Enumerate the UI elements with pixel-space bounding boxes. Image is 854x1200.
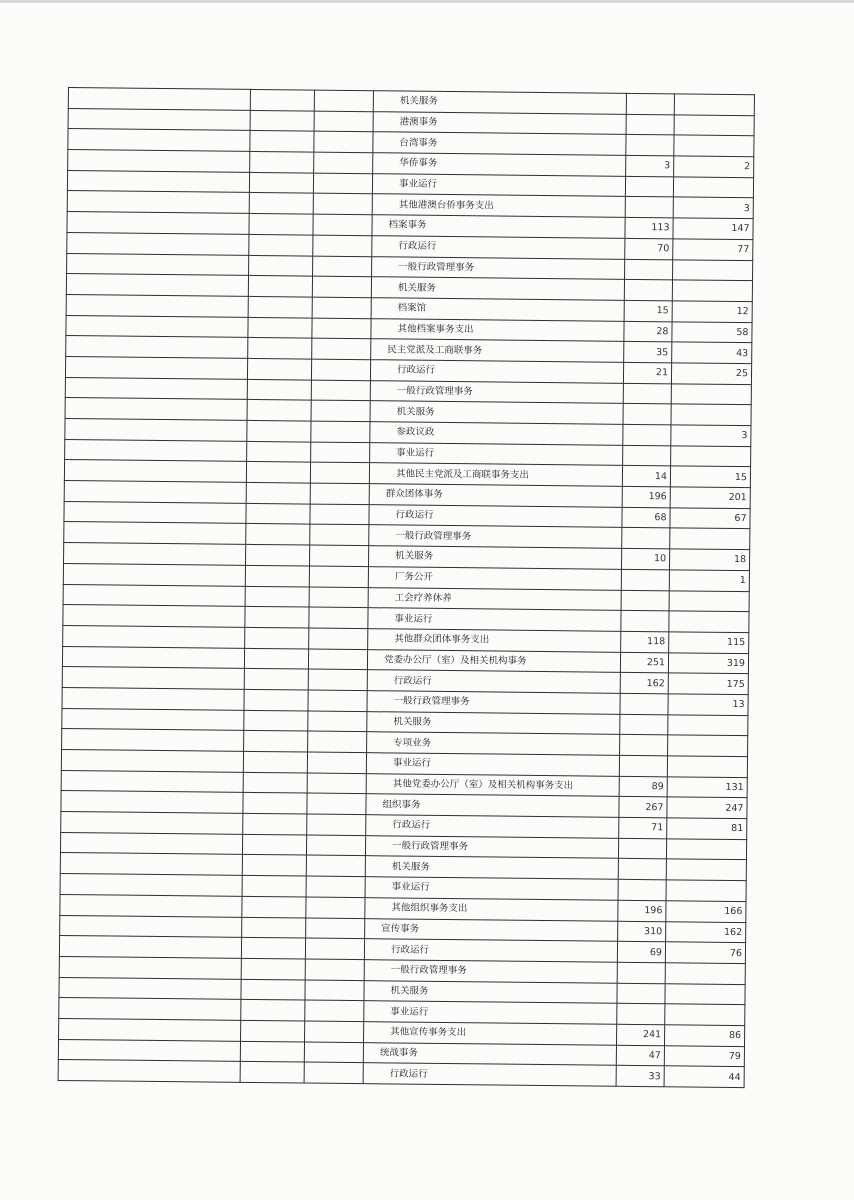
item-name-cell: 一般行政管理事务 [367,691,620,714]
value-cell-a [624,280,672,301]
empty-cell [306,897,365,918]
item-name-cell: 其他档案事务支出 [371,318,624,341]
value-cell-b: 67 [670,508,750,530]
empty-cell [306,855,365,876]
empty-cell [244,710,308,731]
empty-cell [66,315,248,338]
value-cell-a [620,714,668,735]
empty-cell [312,338,371,359]
empty-cell [62,687,244,710]
item-name-cell: 专项业务 [367,732,620,755]
empty-cell [64,543,246,566]
item-name-cell: 机关服务 [364,980,617,1003]
empty-cell [313,194,372,215]
empty-cell [249,193,313,214]
empty-cell [309,545,368,566]
item-name-cell: 党委办公厅（室）及相关机构事务 [367,649,620,672]
value-cell-a [617,1004,665,1025]
empty-cell [59,1018,241,1041]
item-name-cell: 其他党委办公厅（室）及相关机构事务支出 [366,773,619,796]
empty-cell [311,442,370,463]
empty-cell [65,398,247,421]
value-cell-a: 47 [616,1045,664,1066]
empty-cell [241,979,305,1000]
item-name-cell: 参政议政 [370,422,623,445]
value-cell-a: 21 [623,362,671,383]
value-cell-a [623,404,671,425]
empty-cell [64,501,246,524]
empty-cell [63,625,245,648]
item-name-cell: 民主党派及工商联事务 [371,339,624,362]
value-cell-a: 196 [622,486,670,507]
value-cell-b [669,611,749,633]
empty-cell [310,462,369,483]
value-cell-b: 18 [669,549,749,571]
item-name-cell: 一般行政管理事务 [365,835,618,858]
item-name-cell: 档案馆 [371,298,624,321]
empty-cell [59,956,241,979]
item-name-cell: 行政运行 [369,504,622,527]
empty-cell [246,524,310,545]
empty-cell [65,377,247,400]
item-name-cell: 机关服务 [367,711,620,734]
item-name-cell: 组织事务 [366,794,619,817]
item-name-cell: 厂务公开 [368,566,621,589]
value-cell-a [625,197,673,218]
value-cell-b: 25 [671,363,751,385]
item-name-cell: 机关服务 [368,546,621,569]
empty-cell [66,336,248,359]
item-name-cell: 行政运行 [367,670,620,693]
empty-cell [67,212,249,235]
item-name-cell: 其他宣传事务支出 [364,1022,617,1045]
item-name-cell: 宣传事务 [365,918,618,941]
empty-cell [309,566,368,587]
empty-cell [246,462,310,483]
value-cell-a: 241 [616,1024,664,1045]
value-cell-a: 267 [619,797,667,818]
empty-cell [62,667,244,690]
empty-cell [61,812,243,835]
value-cell-b: 162 [666,921,746,943]
value-cell-b: 86 [664,1025,744,1047]
item-name-cell: 工会疗养休养 [368,587,621,610]
empty-cell [305,1021,364,1042]
empty-cell [250,89,314,110]
empty-cell [307,752,366,773]
empty-cell [247,420,311,441]
empty-cell [310,524,369,545]
empty-cell [68,88,250,111]
value-cell-b: 76 [665,942,745,964]
empty-cell [60,853,242,876]
empty-cell [245,607,309,628]
empty-cell [68,129,250,152]
value-cell-b: 2 [674,156,754,178]
value-cell-a: 70 [625,238,673,259]
empty-cell [308,669,367,690]
value-cell-b: 115 [669,632,749,654]
value-cell-b: 15 [670,466,750,488]
empty-cell [242,855,306,876]
empty-cell [249,255,313,276]
item-name-cell: 行政运行 [370,360,623,383]
empty-cell [313,214,372,235]
item-name-cell: 一般行政管理事务 [372,256,625,279]
value-cell-a [619,755,667,776]
item-name-cell: 港澳事务 [373,111,626,134]
empty-cell [311,359,370,380]
value-cell-b: 3 [671,425,751,447]
empty-cell [242,896,306,917]
empty-cell [311,400,370,421]
value-cell-b: 147 [673,218,753,240]
value-cell-a [623,383,671,404]
value-cell-a [623,445,671,466]
item-name-cell: 一般行政管理事务 [370,380,623,403]
item-name-cell: 机关服务 [365,856,618,879]
empty-cell [314,131,373,152]
empty-cell [311,380,370,401]
empty-cell [246,545,310,566]
empty-cell [241,958,305,979]
empty-cell [244,669,308,690]
value-cell-b [671,446,751,468]
empty-cell [67,232,249,255]
item-name-cell: 其他组织事务支出 [365,897,618,920]
value-cell-a: 89 [619,776,667,797]
empty-cell [250,131,314,152]
empty-cell [306,835,365,856]
empty-cell [310,504,369,525]
empty-cell [250,110,314,131]
empty-cell [240,1041,304,1062]
empty-cell [247,379,311,400]
item-name-cell: 机关服务 [371,277,624,300]
value-cell-a [625,259,673,280]
value-cell-a: 68 [622,507,670,528]
empty-cell [305,959,364,980]
item-name-cell: 事业运行 [372,173,625,196]
value-cell-b [674,94,754,116]
item-name-cell: 群众团体事务 [369,484,622,507]
empty-cell [62,646,244,669]
empty-cell [61,749,243,772]
empty-cell [307,773,366,794]
empty-cell [247,358,311,379]
value-cell-a: 71 [619,817,667,838]
item-name-cell: 事业运行 [368,608,621,631]
empty-cell [246,503,310,524]
value-cell-b: 166 [666,901,746,923]
value-cell-b: 58 [672,321,752,343]
empty-cell [68,150,250,173]
value-cell-b [671,404,751,426]
empty-cell [243,813,307,834]
empty-cell [63,584,245,607]
empty-cell [240,1062,304,1083]
value-cell-a: 118 [621,631,669,652]
empty-cell [61,770,243,793]
item-name-cell: 一般行政管理事务 [369,525,622,548]
empty-cell [60,894,242,917]
empty-cell [248,276,312,297]
value-cell-b: 247 [667,797,747,819]
value-cell-a [621,611,669,632]
value-cell-a [617,983,665,1004]
empty-cell [313,235,372,256]
empty-cell [66,294,248,317]
value-cell-a [620,735,668,756]
empty-cell [308,711,367,732]
value-cell-b [673,259,753,281]
empty-cell [241,938,305,959]
item-name-cell: 档案事务 [372,215,625,238]
value-cell-a: 251 [620,652,668,673]
empty-cell [314,111,373,132]
value-cell-a [618,879,666,900]
value-cell-b: 77 [673,239,753,261]
value-cell-b: 1 [669,570,749,592]
value-cell-a: 28 [624,321,672,342]
value-cell-a: 3 [626,155,674,176]
empty-cell [244,689,308,710]
empty-cell [314,152,373,173]
empty-cell [310,483,369,504]
empty-cell [313,256,372,277]
value-cell-a: 10 [621,548,669,569]
empty-cell [62,708,244,731]
item-name-cell: 事业运行 [370,442,623,465]
value-cell-a: 15 [624,300,672,321]
empty-cell [67,253,249,276]
item-name-cell: 事业运行 [364,1001,617,1024]
empty-cell [248,296,312,317]
value-cell-a: 35 [624,342,672,363]
empty-cell [304,1042,363,1063]
empty-cell [245,586,309,607]
empty-cell [64,522,246,545]
empty-cell [59,977,241,1000]
value-cell-a [622,528,670,549]
empty-cell [241,1000,305,1021]
empty-cell [242,917,306,938]
empty-cell [243,793,307,814]
value-cell-b [669,590,749,612]
empty-cell [306,876,365,897]
value-cell-b: 175 [668,673,748,695]
scan-edge [0,0,854,3]
value-cell-b [665,983,745,1005]
empty-cell [65,356,247,379]
empty-cell [311,421,370,442]
empty-cell [65,418,247,441]
item-name-cell: 行政运行 [366,815,619,838]
empty-cell [63,605,245,628]
empty-cell [314,90,373,111]
value-cell-a: 162 [620,673,668,694]
empty-cell [59,998,241,1021]
value-cell-a [617,962,665,983]
empty-cell [60,915,242,938]
value-cell-b [674,115,754,137]
item-name-cell: 事业运行 [366,753,619,776]
value-cell-b: 43 [672,342,752,364]
empty-cell [66,274,248,297]
value-cell-b [665,1004,745,1026]
value-cell-a [626,93,674,114]
item-name-cell: 行政运行 [372,236,625,259]
empty-cell [249,234,313,255]
value-cell-a [618,859,666,880]
empty-cell [246,482,310,503]
item-name-cell: 一般行政管理事务 [364,960,617,983]
empty-cell [62,729,244,752]
value-cell-b: 13 [668,694,748,716]
value-cell-a: 33 [616,1066,664,1087]
empty-cell [241,1020,305,1041]
empty-cell [312,276,371,297]
value-cell-b: 319 [668,652,748,674]
value-cell-b [672,280,752,302]
value-cell-a: 196 [618,900,666,921]
item-name-cell: 机关服务 [370,401,623,424]
empty-cell [67,170,249,193]
item-name-cell: 事业运行 [365,877,618,900]
empty-cell [312,297,371,318]
empty-cell [306,918,365,939]
value-cell-b: 79 [664,1045,744,1067]
empty-cell [60,832,242,855]
value-cell-b [671,383,751,405]
value-cell-b [666,839,746,861]
empty-cell [308,649,367,670]
empty-cell [242,875,306,896]
empty-cell [244,731,308,752]
empty-cell [249,172,313,193]
empty-cell [60,874,242,897]
empty-cell [305,938,364,959]
empty-cell [313,173,372,194]
value-cell-b [666,859,746,881]
empty-cell [307,793,366,814]
empty-cell [304,1062,363,1083]
value-cell-b [665,963,745,985]
item-name-cell: 其他港澳台侨事务支出 [372,194,625,217]
value-cell-a [621,590,669,611]
empty-cell [242,834,306,855]
item-name-cell: 其他民主党派及工商联事务支出 [369,463,622,486]
empty-cell [59,936,241,959]
value-cell-a [621,569,669,590]
empty-cell [309,607,368,628]
value-cell-a [623,424,671,445]
item-name-cell: 行政运行 [363,1063,616,1086]
empty-cell [307,814,366,835]
value-cell-b [667,756,747,778]
value-cell-b [670,528,750,550]
value-cell-b: 201 [670,487,750,509]
empty-cell [247,441,311,462]
empty-cell [248,338,312,359]
value-cell-a: 310 [618,921,666,942]
value-cell-a [626,114,674,135]
value-cell-b: 81 [667,818,747,840]
item-name-cell: 机关服务 [373,91,626,114]
empty-cell [65,439,247,462]
value-cell-b: 12 [672,301,752,323]
value-cell-b [673,177,753,199]
value-cell-a: 113 [625,217,673,238]
value-cell-b: 131 [667,777,747,799]
item-name-cell: 华侨事务 [373,153,626,176]
item-name-cell: 统战事务 [363,1042,616,1065]
empty-cell [245,627,309,648]
value-cell-a [625,176,673,197]
item-name-cell: 行政运行 [364,939,617,962]
empty-cell [249,214,313,235]
empty-cell [63,563,245,586]
empty-cell [64,460,246,483]
empty-cell [250,151,314,172]
value-cell-b: 44 [664,1066,744,1088]
empty-cell [67,191,249,214]
empty-cell [245,565,309,586]
empty-cell [243,751,307,772]
empty-cell [308,690,367,711]
empty-cell [308,731,367,752]
item-name-cell: 台湾事务 [373,132,626,155]
empty-cell [58,1039,240,1062]
empty-cell [64,481,246,504]
value-cell-b [668,714,748,736]
expenditure-table [58,87,755,1088]
value-cell-a: 69 [617,941,665,962]
empty-cell [309,628,368,649]
empty-cell [312,318,371,339]
item-name-cell: 其他群众团体事务支出 [368,629,621,652]
value-cell-b [674,135,754,157]
empty-cell [247,400,311,421]
value-cell-b [668,735,748,757]
empty-cell [243,772,307,793]
empty-cell [309,587,368,608]
empty-cell [305,980,364,1001]
value-cell-a [626,135,674,156]
value-cell-b: 3 [673,197,753,219]
empty-cell [68,108,250,131]
table-body [58,88,754,1088]
empty-cell [244,648,308,669]
empty-cell [248,317,312,338]
value-cell-a [618,838,666,859]
empty-cell [58,1060,240,1083]
value-cell-b [666,880,746,902]
value-cell-a [620,693,668,714]
value-cell-a: 14 [622,466,670,487]
empty-cell [61,791,243,814]
empty-cell [305,1000,364,1021]
